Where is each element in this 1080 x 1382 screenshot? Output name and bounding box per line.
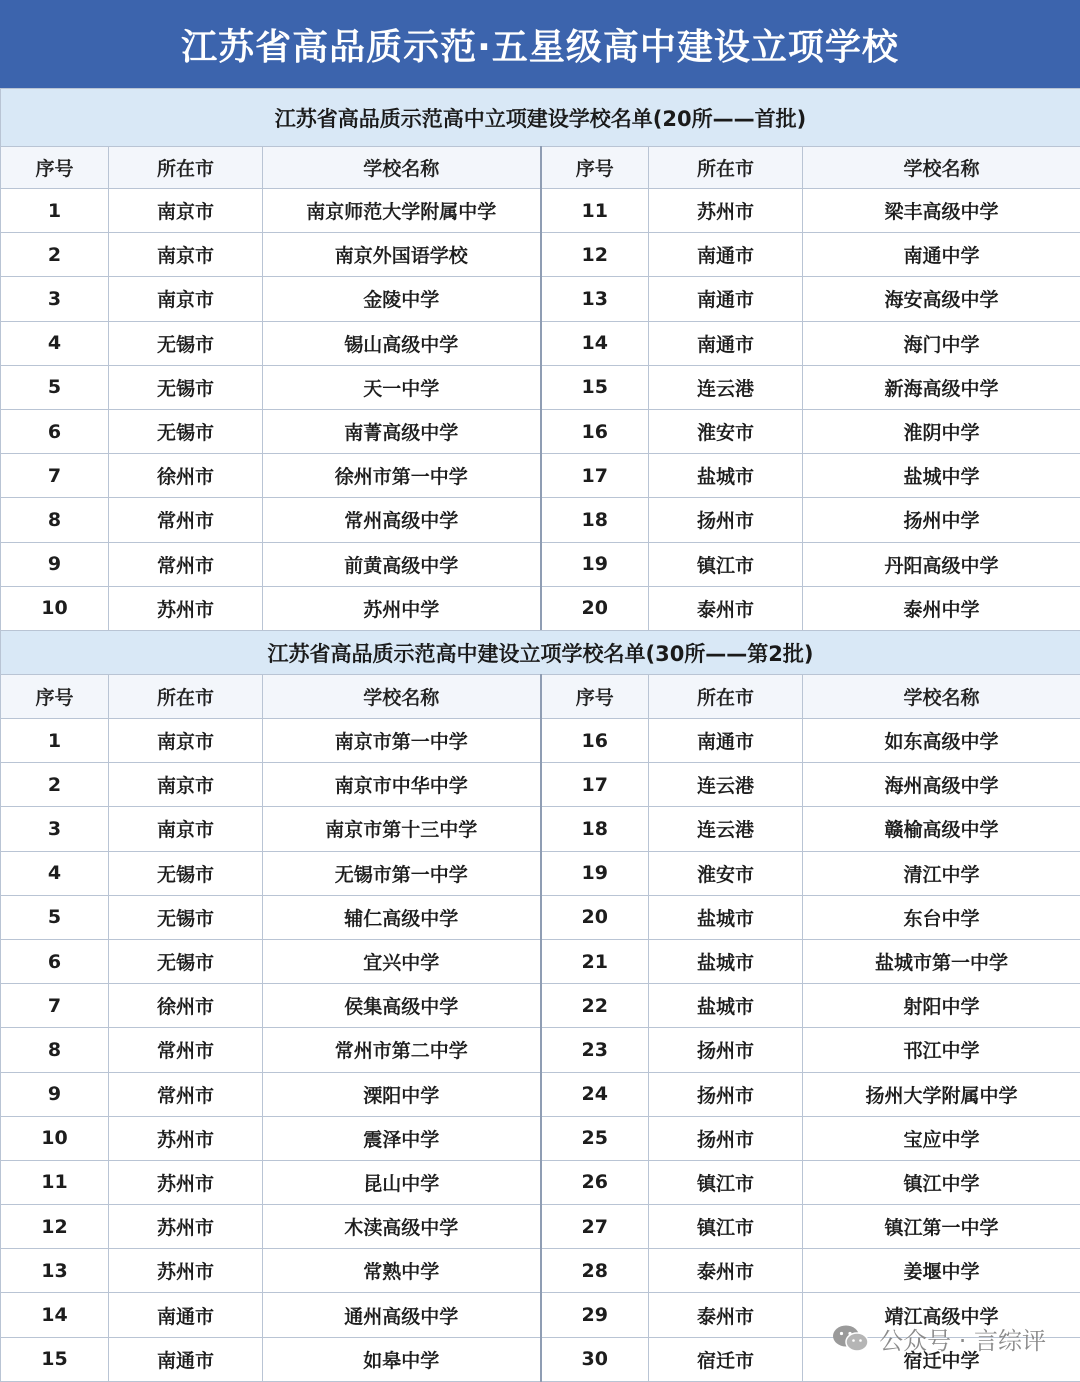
table-row — [1, 719, 1080, 763]
index-cell: 18 — [541, 807, 649, 851]
city-cell: 南京市 — [109, 233, 263, 277]
col-index-header: 序号 — [1, 147, 109, 189]
school-cell: 海州高级中学 — [803, 763, 1080, 807]
city-cell: 连云港 — [649, 365, 803, 409]
index-cell: 21 — [541, 939, 649, 983]
index-cell: 12 — [541, 233, 649, 277]
city-cell: 无锡市 — [109, 321, 263, 365]
city-cell: 盐城市 — [649, 895, 803, 939]
school-cell: 丹阳高级中学 — [803, 542, 1080, 586]
index-cell: 29 — [541, 1293, 649, 1337]
table-row — [1, 1160, 1080, 1204]
school-cell: 天一中学 — [263, 365, 541, 409]
table-row — [1, 1116, 1080, 1160]
school-cell: 盐城市第一中学 — [803, 939, 1080, 983]
index-cell: 17 — [541, 763, 649, 807]
index-cell: 28 — [541, 1249, 649, 1293]
col-school-header: 学校名称 — [803, 675, 1080, 719]
table-row — [1, 1072, 1080, 1116]
batch1-table — [0, 88, 1080, 631]
school-cell: 昆山中学 — [263, 1160, 541, 1204]
school-cell: 常州高级中学 — [263, 498, 541, 542]
city-cell: 南通市 — [109, 1293, 263, 1337]
batch2-table — [0, 630, 1080, 1382]
index-cell: 24 — [541, 1072, 649, 1116]
city-cell: 宿迁市 — [649, 1337, 803, 1381]
index-cell: 4 — [1, 851, 109, 895]
city-cell: 苏州市 — [109, 1205, 263, 1249]
school-cell: 如皋中学 — [263, 1337, 541, 1381]
index-cell: 1 — [1, 719, 109, 763]
city-cell: 南京市 — [109, 807, 263, 851]
school-cell: 震泽中学 — [263, 1116, 541, 1160]
city-cell: 苏州市 — [109, 1249, 263, 1293]
batch1-header-row — [1, 147, 1080, 189]
table-row — [1, 1205, 1080, 1249]
index-cell: 16 — [541, 719, 649, 763]
wechat-icon — [831, 1323, 871, 1353]
index-cell: 2 — [1, 233, 109, 277]
city-cell: 苏州市 — [109, 586, 263, 630]
index-cell: 22 — [541, 984, 649, 1028]
city-cell: 南京市 — [109, 719, 263, 763]
index-cell: 6 — [1, 939, 109, 983]
school-cell: 扬州大学附属中学 — [803, 1072, 1080, 1116]
index-cell: 8 — [1, 498, 109, 542]
index-cell: 15 — [541, 365, 649, 409]
city-cell: 镇江市 — [649, 1160, 803, 1204]
col-index-header: 序号 — [541, 675, 649, 719]
index-cell: 19 — [541, 851, 649, 895]
city-cell: 镇江市 — [649, 1205, 803, 1249]
school-cell: 锡山高级中学 — [263, 321, 541, 365]
table-row — [1, 1028, 1080, 1072]
index-cell: 2 — [1, 763, 109, 807]
index-cell: 10 — [1, 586, 109, 630]
school-cell: 淮阴中学 — [803, 409, 1080, 453]
table-row — [1, 277, 1080, 321]
index-cell: 19 — [541, 542, 649, 586]
table-row — [1, 586, 1080, 630]
city-cell: 扬州市 — [649, 1028, 803, 1072]
col-index-header: 序号 — [541, 147, 649, 189]
city-cell: 徐州市 — [109, 454, 263, 498]
watermark-text: 公众号 · 言综评 — [879, 1326, 1046, 1355]
school-cell: 苏州中学 — [263, 586, 541, 630]
school-cell: 靖江高级中学 — [803, 1293, 1080, 1337]
city-cell: 无锡市 — [109, 939, 263, 983]
school-cell: 常熟中学 — [263, 1249, 541, 1293]
watermark — [831, 1320, 1046, 1356]
table-row — [1, 939, 1080, 983]
index-cell: 26 — [541, 1160, 649, 1204]
school-cell: 金陵中学 — [263, 277, 541, 321]
city-cell: 泰州市 — [649, 586, 803, 630]
school-cell: 赣榆高级中学 — [803, 807, 1080, 851]
school-cell: 南菁高级中学 — [263, 409, 541, 453]
index-cell: 8 — [1, 1028, 109, 1072]
index-cell: 11 — [1, 1160, 109, 1204]
index-cell: 16 — [541, 409, 649, 453]
school-cell: 镇江第一中学 — [803, 1205, 1080, 1249]
school-cell: 常州市第二中学 — [263, 1028, 541, 1072]
city-cell: 徐州市 — [109, 984, 263, 1028]
school-cell: 邗江中学 — [803, 1028, 1080, 1072]
index-cell: 9 — [1, 1072, 109, 1116]
school-cell: 射阳中学 — [803, 984, 1080, 1028]
table-row — [1, 542, 1080, 586]
city-cell: 泰州市 — [649, 1249, 803, 1293]
city-cell: 苏州市 — [649, 189, 803, 233]
school-cell: 南京市第一中学 — [263, 719, 541, 763]
city-cell: 无锡市 — [109, 851, 263, 895]
school-cell: 梁丰高级中学 — [803, 189, 1080, 233]
index-cell: 13 — [541, 277, 649, 321]
index-cell: 7 — [1, 984, 109, 1028]
index-cell: 27 — [541, 1205, 649, 1249]
city-cell: 无锡市 — [109, 895, 263, 939]
col-city-header: 所在市 — [649, 675, 803, 719]
school-cell: 辅仁高级中学 — [263, 895, 541, 939]
school-cell: 南京市中华中学 — [263, 763, 541, 807]
index-cell: 4 — [1, 321, 109, 365]
table-row — [1, 409, 1080, 453]
table-row — [1, 189, 1080, 233]
school-cell: 东台中学 — [803, 895, 1080, 939]
school-cell: 南京市第十三中学 — [263, 807, 541, 851]
index-cell: 23 — [541, 1028, 649, 1072]
index-cell: 12 — [1, 1205, 109, 1249]
school-cell: 无锡市第一中学 — [263, 851, 541, 895]
col-city-header: 所在市 — [649, 147, 803, 189]
school-cell: 南通中学 — [803, 233, 1080, 277]
table-row — [1, 1249, 1080, 1293]
city-cell: 盐城市 — [649, 454, 803, 498]
index-cell: 7 — [1, 454, 109, 498]
page-title: 江苏省高品质示范·五星级高中建设立项学校 — [0, 0, 1080, 88]
index-cell: 9 — [1, 542, 109, 586]
city-cell: 盐城市 — [649, 984, 803, 1028]
school-cell: 盐城中学 — [803, 454, 1080, 498]
table-row — [1, 807, 1080, 851]
batch2-title: 江苏省高品质示范高中建设立项学校名单(30所——第2批) — [1, 631, 1080, 675]
index-cell: 11 — [541, 189, 649, 233]
city-cell: 扬州市 — [649, 1072, 803, 1116]
table-row — [1, 984, 1080, 1028]
city-cell: 盐城市 — [649, 939, 803, 983]
index-cell: 18 — [541, 498, 649, 542]
city-cell: 常州市 — [109, 498, 263, 542]
city-cell: 连云港 — [649, 807, 803, 851]
school-cell: 姜堰中学 — [803, 1249, 1080, 1293]
col-school-header: 学校名称 — [263, 675, 541, 719]
table-row — [1, 321, 1080, 365]
city-cell: 苏州市 — [109, 1116, 263, 1160]
city-cell: 南京市 — [109, 763, 263, 807]
table-row — [1, 895, 1080, 939]
index-cell: 3 — [1, 277, 109, 321]
index-cell: 14 — [541, 321, 649, 365]
index-cell: 10 — [1, 1116, 109, 1160]
school-cell: 溧阳中学 — [263, 1072, 541, 1116]
city-cell: 扬州市 — [649, 498, 803, 542]
index-cell: 25 — [541, 1116, 649, 1160]
school-cell: 南京外国语学校 — [263, 233, 541, 277]
col-index-header: 序号 — [1, 675, 109, 719]
col-school-header: 学校名称 — [803, 147, 1080, 189]
school-cell: 泰州中学 — [803, 586, 1080, 630]
index-cell: 20 — [541, 895, 649, 939]
school-cell: 镇江中学 — [803, 1160, 1080, 1204]
table-row — [1, 498, 1080, 542]
city-cell: 南通市 — [649, 277, 803, 321]
table-row — [1, 365, 1080, 409]
city-cell: 连云港 — [649, 763, 803, 807]
city-cell: 南京市 — [109, 277, 263, 321]
col-city-header: 所在市 — [109, 675, 263, 719]
city-cell: 南通市 — [649, 321, 803, 365]
school-cell: 清江中学 — [803, 851, 1080, 895]
city-cell: 无锡市 — [109, 409, 263, 453]
school-cell: 海门中学 — [803, 321, 1080, 365]
table-row — [1, 454, 1080, 498]
city-cell: 南通市 — [649, 233, 803, 277]
city-cell: 常州市 — [109, 1028, 263, 1072]
city-cell: 淮安市 — [649, 409, 803, 453]
index-cell: 20 — [541, 586, 649, 630]
index-cell: 15 — [1, 1337, 109, 1381]
index-cell: 6 — [1, 409, 109, 453]
index-cell: 5 — [1, 895, 109, 939]
index-cell: 30 — [541, 1337, 649, 1381]
school-cell: 海安高级中学 — [803, 277, 1080, 321]
city-cell: 泰州市 — [649, 1293, 803, 1337]
city-cell: 苏州市 — [109, 1160, 263, 1204]
city-cell: 常州市 — [109, 542, 263, 586]
school-cell: 新海高级中学 — [803, 365, 1080, 409]
school-cell: 徐州市第一中学 — [263, 454, 541, 498]
city-cell: 常州市 — [109, 1072, 263, 1116]
city-cell: 淮安市 — [649, 851, 803, 895]
table-row — [1, 851, 1080, 895]
school-cell: 木渎高级中学 — [263, 1205, 541, 1249]
school-cell: 扬州中学 — [803, 498, 1080, 542]
city-cell: 南通市 — [109, 1337, 263, 1381]
city-cell: 无锡市 — [109, 365, 263, 409]
school-cell: 宿迁中学 — [803, 1337, 1080, 1381]
batch1-title: 江苏省高品质示范高中立项建设学校名单(20所——首批) — [1, 89, 1080, 147]
table-row — [1, 233, 1080, 277]
col-city-header: 所在市 — [109, 147, 263, 189]
school-cell: 宝应中学 — [803, 1116, 1080, 1160]
table-row — [1, 763, 1080, 807]
city-cell: 扬州市 — [649, 1116, 803, 1160]
school-cell: 侯集高级中学 — [263, 984, 541, 1028]
index-cell: 5 — [1, 365, 109, 409]
school-cell: 南京师范大学附属中学 — [263, 189, 541, 233]
index-cell: 1 — [1, 189, 109, 233]
city-cell: 南通市 — [649, 719, 803, 763]
col-school-header: 学校名称 — [263, 147, 541, 189]
school-cell: 如东高级中学 — [803, 719, 1080, 763]
index-cell: 17 — [541, 454, 649, 498]
index-cell: 13 — [1, 1249, 109, 1293]
batch2-header-row — [1, 675, 1080, 719]
city-cell: 南京市 — [109, 189, 263, 233]
city-cell: 镇江市 — [649, 542, 803, 586]
school-cell: 通州高级中学 — [263, 1293, 541, 1337]
school-cell: 宜兴中学 — [263, 939, 541, 983]
index-cell: 14 — [1, 1293, 109, 1337]
school-cell: 前黄高级中学 — [263, 542, 541, 586]
index-cell: 3 — [1, 807, 109, 851]
